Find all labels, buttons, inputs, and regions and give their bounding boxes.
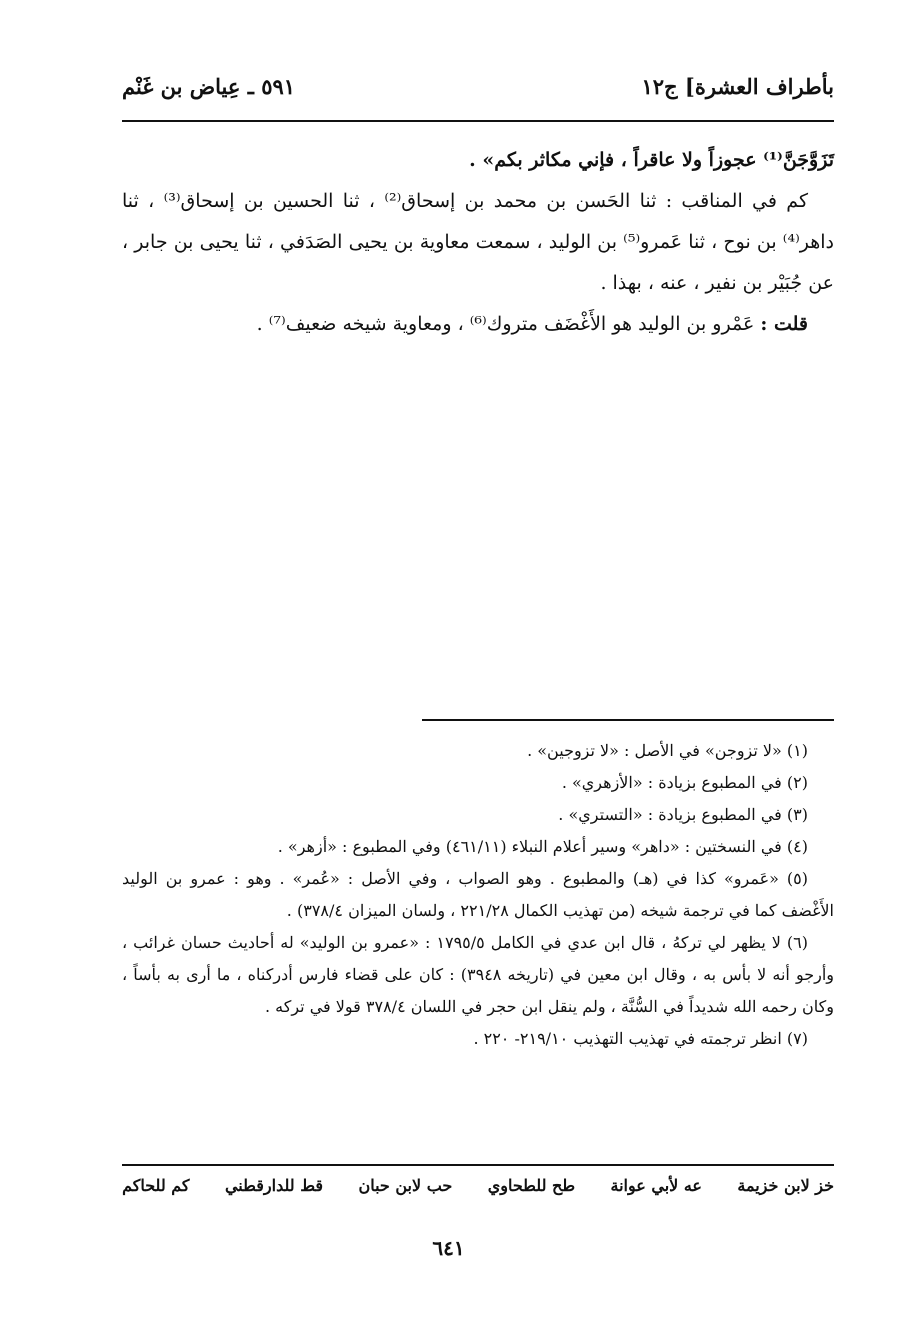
footnote-5: (٥) «عَمرو» كذا في (هـ) والمطبوع . وهو الصواب ، وفي الأصل : «عُمر» . وهو : عمرو بن الوليد الأَغْضف كما في ترجمة شيخه (من تهذيب الكمال ٢٢١/٢٨ ، ولسان الميزان ٣٧٨/٤) .	[122, 869, 834, 920]
abbrev-item: طح للطحاوي	[487, 1176, 576, 1195]
running-header	[122, 68, 834, 108]
commentary-text: عَمْرو بن الوليد هو الأَغْضَف متروك⁽⁶⁾ ، ومعاوية شيخه ضعيف⁽⁷⁾ .	[256, 313, 755, 335]
header-divider	[122, 120, 834, 122]
commentary-label: قلت :	[760, 313, 808, 335]
book-title: بأطراف العشرة] ج١٢	[641, 74, 834, 99]
footnote-3: (٣) في المطبوع بزيادة : «التستري» .	[558, 805, 808, 824]
abbrev-item: قط للدارقطني	[224, 1176, 324, 1195]
abbrev-item: خز لابن خزيمة	[737, 1176, 834, 1195]
page-number: ٦٤١	[432, 1236, 465, 1260]
footnotes-section	[122, 735, 834, 1055]
footnote-2: (٢) في المطبوع بزيادة : «الأزهري» .	[561, 773, 808, 792]
abbrev-item: كم للحاكم	[122, 1176, 190, 1195]
abbrev-item: حب لابن حبان	[358, 1176, 453, 1195]
commentary-paragraph	[122, 304, 834, 345]
main-text	[122, 140, 834, 345]
footnote-4: (٤) في النسختين : «داهر» وسير أعلام النبلاء (٤٦١/١١) وفي المطبوع : «أزهر» .	[277, 837, 808, 856]
entry-title: ٥٩١ ـ عِياض بن غَنْم	[122, 74, 296, 99]
abbreviations-divider	[122, 1164, 834, 1166]
isnad-paragraph: كم في المناقب : ثنا الحَسن بن محمد بن إسحاق⁽²⁾ ، ثنا الحسين بن إسحاق⁽³⁾ ، ثنا داهر⁽⁴⁾ بن نوح ، ثنا عَمرو⁽⁵⁾ بن الوليد ، سمعت معاوية بن يحيى الصَدَفي ، ثنا يحيى بن جابر ، عن جُبَيْر بن نفير ، عنه ، بهذا .	[122, 190, 835, 294]
footnote-7: (٧) انظر ترجمته في تهذيب التهذيب ٢١٩/١٠- ٢٢٠ .	[473, 1029, 808, 1048]
hadith-ending: تَزَوَّجَنَّ⁽¹⁾ عجوزاً ولا عاقراً ، فإني مكاثر بكم» .	[469, 149, 834, 171]
footnote-6: (٦) لا يظهر لي تركهُ ، قال ابن عدي في الكامل ١٧٩٥/٥ : «عمرو بن الوليد» له أحاديث حسان غرائب ، وأرجو أنه لا بأس به ، وقال ابن معين في (تاريخه ٣٩٤٨) : كان على قضاء فارس أدركناه ، ما أرى به بأساً ، وكان رحمه الله شديداً في السُّنَّة ، ولم ينقل ابن حجر في اللسان ٣٧٨/٤ قولا في تركه .	[122, 933, 835, 1016]
footnote-divider	[422, 719, 834, 721]
footnote-1: (١) «لا تزوجن» في الأصل : «لا تزوجين» .	[527, 741, 808, 760]
abbrev-item: عه لأبي عوانة	[610, 1176, 702, 1195]
abbreviations-key	[122, 1176, 834, 1216]
